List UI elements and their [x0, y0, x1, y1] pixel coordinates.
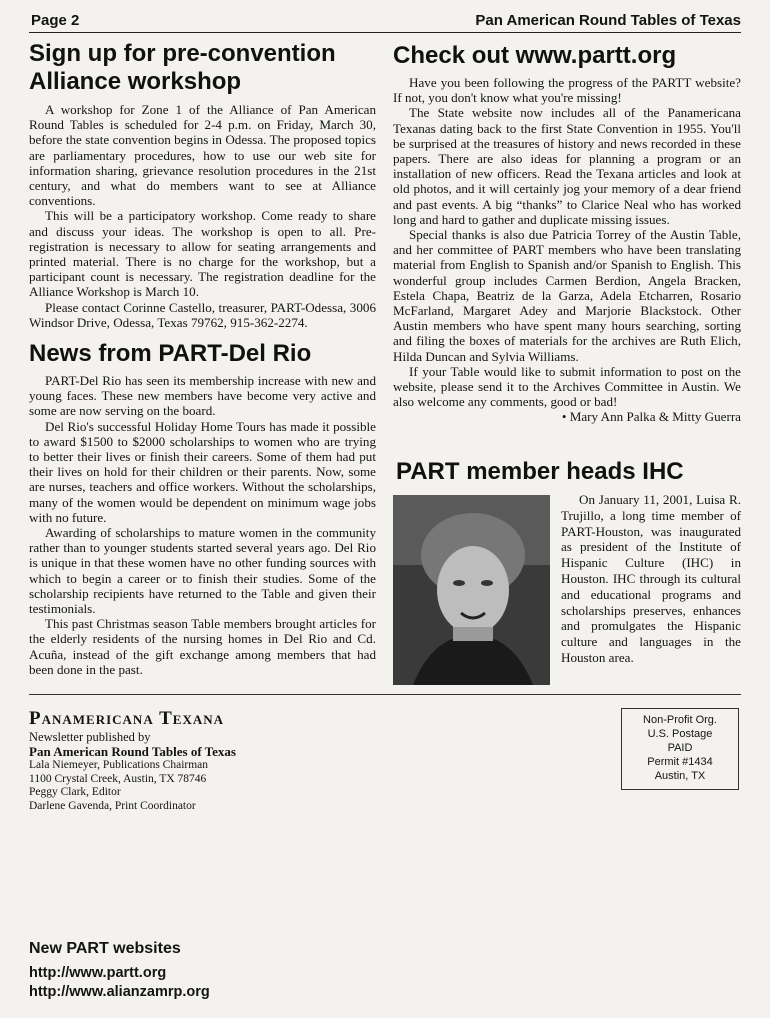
partt-paragraph: Have you been following the progress of the PARTT website? If not, you don't know what you're missing! [393, 75, 741, 106]
partt-article [393, 42, 741, 425]
page-header [29, 10, 741, 33]
postage-box [621, 708, 739, 790]
websites-title: New PART websites [29, 940, 181, 957]
delrio-paragraph: This past Christmas season Table members brought articles for the elderly residents of the nursing homes in Del Rio and Cd. Acuña, instead of the gift exchange among members that had been done in the past. [29, 616, 376, 677]
alliance-paragraph: This will be a participatory workshop. Come ready to share and discuss your ideas. The workshop is open to all. Pre-registration is necessary to allow for seating arrangements and printed material. There is no charge for the workshop, but a participant count is necessary. The registration deadline for the Alliance Workshop is March 10. [29, 208, 376, 300]
delrio-article [29, 340, 376, 677]
website-link[interactable]: http://www.partt.org [29, 965, 167, 981]
masthead-line: Peggy Clark, Editor [29, 786, 121, 798]
postage-line: PAID [667, 742, 693, 754]
publication-name: Pan American Round Tables of Texas [475, 12, 741, 29]
partt-paragraph: Special thanks is also due Patricia Torrey of the Austin Table, and her committee of PART members who have been translating material from English to Spanish and/or Spanish to English. This wonderful group includes Carmen Berdion, Angela Bracken, Estela Chapa, Beatriz de la Garza, Adela Etcharren, Rosario McFarland, Margaret Adey and Marjorie Blackstock. Other Austin members who have spent many hours searching, sorting and filing the boxes of materials for the archives are Ruth Elich, Hilda Duncan and Sylvia Williams. [393, 227, 741, 364]
alliance-article [29, 40, 376, 330]
ihc-article [561, 492, 741, 666]
postage-line: Non-Profit Org. [643, 714, 717, 726]
ihc-paragraph: On January 11, 2001, Luisa R. Trujillo, a long time member of PART-Houston, was inaugurated as president of the Institute of Hispanic Culture (IHC) in Houston. IHC through its cultural and educational programs and scholarships preserves, enhances and promulgates the Hispanic culture and languages in the Houston area. [561, 492, 741, 665]
masthead-sub: Newsletter published by [29, 730, 151, 744]
masthead-publisher: Pan American Round Tables of Texas [29, 744, 236, 759]
postage-line: Austin, TX [654, 770, 706, 782]
masthead-line: Darlene Gavenda, Print Coordinator [29, 799, 196, 812]
websites-section [29, 940, 210, 1002]
ihc-title: PART member heads IHC [396, 458, 684, 485]
delrio-paragraph: Del Rio's successful Holiday Home Tours has made it possible to award $1500 to $2000 scholarships to women who are trying to better their lives or finish their careers. Some of them had put their lives on hold for their children or their parents. Now, some are nurses, teachers and office workers. Without the scholarships, many of the women would be dependent on minimum wage jobs with no future. [29, 418, 376, 525]
partt-paragraph: The State website now includes all of the Panamericana Texanas dating back to the first State Convention in 1955. You'll be surprised at the treasures of history and news recorded in these papers. There are also ideas for planning a program or an installation of new officers. Read the Texana articles and look at old photos, and it will certainly jog your memory of a dear friend and past events. A big “thanks” to Clarice Neal who has worked long and hard to gather and duplicate missing issues. [393, 105, 741, 227]
masthead [29, 708, 236, 813]
postage-line: U.S. Postage [647, 728, 713, 740]
page-number: Page 2 [31, 12, 80, 29]
partt-paragraph: If your Table would like to submit information to post on the website, please send it to the Archives Committee in Austin. We also welcome any comments, good or bad! [393, 363, 741, 410]
website-link[interactable]: http://www.alianzamrp.org [29, 984, 210, 1000]
masthead-line: 1100 Crystal Creek, Austin, TX 78746 [29, 772, 207, 785]
delrio-title: News from PART-Del Rio [29, 340, 312, 367]
luisa-trujillo-photo [393, 495, 550, 685]
masthead-title: Panamericana Texana [29, 708, 225, 729]
partt-title: Check out www.partt.org [393, 42, 677, 69]
postage-line: Permit #1434 [647, 756, 713, 768]
divider [29, 694, 741, 695]
delrio-paragraph: Awarding of scholarships to mature women in the community rather than to younger students started several years ago. Del Rio is unique in that these women have no other funding sources with which to begin a career or to finish their studies. Some of the scholarship recipients have returned to the Table and given their testimonials. [29, 525, 376, 617]
alliance-paragraph: Please contact Corinne Castello, treasurer, PART-Odessa, 3006 Windsor Drive, Odessa, Texas 79762, 915-362-2274. [29, 299, 376, 330]
alliance-paragraph: A workshop for Zone 1 of the Alliance of Pan American Round Tables is scheduled for 2-4 p.m. on Friday, March 30, before the state convention begins in Odessa. The proposed topics are parliamentary procedures, how to use our web site for information sharing, grievance resolution procedures in the 21st century, and what do members want to see at Alliance conventions. [29, 102, 376, 209]
delrio-paragraph: PART-Del Rio has seen its membership increase with new and young faces. These new members have become very active and some are now serving on the board. [29, 373, 376, 419]
partt-signature: • Mary Ann Palka & Mitty Guerra [561, 409, 741, 425]
alliance-title: Sign up for pre-convention Alliance workshop [29, 40, 336, 95]
masthead-line: Lala Niemeyer, Publications Chairman [29, 759, 209, 771]
